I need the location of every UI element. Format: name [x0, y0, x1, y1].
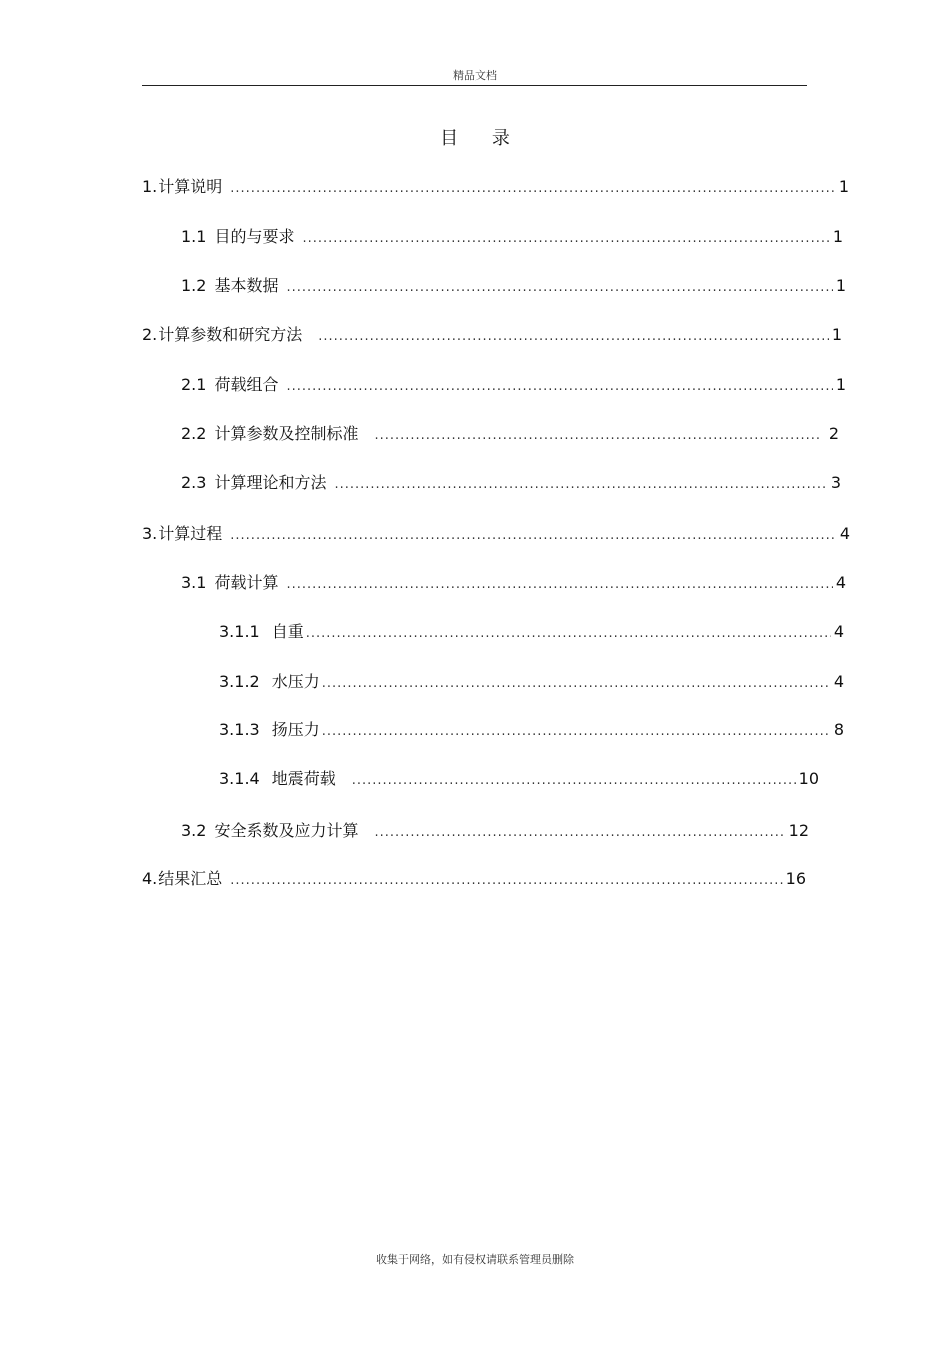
- toc-entry-label: 荷载计算: [214, 573, 279, 592]
- toc-entry-label: 水压力: [271, 672, 320, 691]
- toc-leader-dots: [318, 329, 829, 344]
- toc-entry-page: 3: [830, 473, 841, 492]
- toc-entry-label: 地震荷载: [271, 769, 336, 788]
- toc-entry-label: 目的与要求: [214, 227, 295, 246]
- toc-entry-label: 计算参数及控制标准: [214, 424, 359, 443]
- toc-leader-dots: [286, 379, 832, 394]
- toc-entry-label: 计算理论和方法: [214, 473, 327, 492]
- toc-entry[interactable]: [219, 717, 844, 739]
- toc-entry-number: 2.3: [181, 473, 207, 492]
- toc-entry-number: 3.1.1: [219, 622, 260, 641]
- toc-entry[interactable]: [219, 766, 819, 788]
- toc-entry-number: 2.2: [181, 424, 207, 443]
- toc-entry[interactable]: [181, 470, 841, 492]
- toc-entry-number: 1.: [142, 177, 158, 196]
- toc-entry-page: 8: [833, 720, 844, 739]
- page-footer: 收集于网络，如有侵权请联系管理员删除: [376, 1253, 574, 1266]
- toc-leader-dots: [230, 181, 836, 196]
- toc-entry[interactable]: [219, 619, 844, 641]
- toc-entry-page: 1: [835, 375, 846, 394]
- toc-entry-number: 3.1.3: [219, 720, 260, 739]
- toc-entry-number: 1.2: [181, 276, 207, 295]
- toc-entry[interactable]: [181, 818, 809, 840]
- toc-entry[interactable]: [142, 174, 849, 196]
- toc-entry[interactable]: [181, 372, 846, 394]
- toc-entry-page: 16: [785, 869, 806, 888]
- toc-entry[interactable]: [181, 570, 846, 592]
- toc-entry-label: 计算过程: [158, 524, 223, 543]
- toc-entry-page: 2: [828, 424, 839, 443]
- toc-entry-label: 荷载组合: [214, 375, 279, 394]
- toc-entry-number: 2.: [142, 325, 158, 344]
- toc-entry-label: 基本数据: [214, 276, 279, 295]
- toc-entry-page: 4: [833, 622, 844, 641]
- toc-entry-label: 自重: [271, 622, 304, 641]
- toc-leader-dots: [286, 280, 832, 295]
- toc-entry-page: 4: [835, 573, 846, 592]
- toc-leader-dots: [230, 873, 782, 888]
- toc-entry-number: 3.1.2: [219, 672, 260, 691]
- toc-entry-label: 扬压力: [271, 720, 320, 739]
- toc-entry-number: 4.: [142, 869, 158, 888]
- toc-entry-page: 4: [833, 672, 844, 691]
- toc-entry-page: 1: [838, 177, 849, 196]
- toc-title: 目 录: [440, 128, 524, 149]
- toc-entry[interactable]: [181, 421, 839, 443]
- toc-leader-dots: [352, 773, 796, 788]
- page-header: 精品文档: [453, 69, 497, 82]
- toc-entry-page: 1: [831, 325, 842, 344]
- toc-entry-label: 结果汇总: [158, 869, 223, 888]
- toc-entry-label: 计算说明: [158, 177, 223, 196]
- toc-entry-page: 10: [798, 769, 819, 788]
- toc-leader-dots: [302, 231, 829, 246]
- toc-entry-number: 3.: [142, 524, 158, 543]
- toc-entry[interactable]: [181, 273, 846, 295]
- toc-entry[interactable]: [142, 521, 850, 543]
- toc-entry-page: 12: [788, 821, 809, 840]
- toc-leader-dots: [230, 528, 837, 543]
- toc-entry-number: 2.1: [181, 375, 207, 394]
- toc-leader-dots: [322, 676, 831, 691]
- toc-entry[interactable]: [219, 669, 844, 691]
- toc-leader-dots: [306, 626, 831, 641]
- toc-leader-dots: [374, 825, 785, 840]
- toc-leader-dots: [286, 577, 832, 592]
- toc-leader-dots: [334, 477, 827, 492]
- toc-entry-number: 3.2: [181, 821, 207, 840]
- toc-entry-page: 1: [832, 227, 843, 246]
- toc-entry-page: 1: [835, 276, 846, 295]
- toc-entry[interactable]: [142, 866, 806, 888]
- toc-entry[interactable]: [142, 322, 842, 344]
- toc-entry-number: 3.1.4: [219, 769, 260, 788]
- toc-leader-dots: [322, 724, 831, 739]
- toc-entry[interactable]: [181, 224, 843, 246]
- toc-entry-page: 4: [839, 524, 850, 543]
- toc-entry-number: 3.1: [181, 573, 207, 592]
- toc-entry-label: 计算参数和研究方法: [158, 325, 303, 344]
- toc-entry-label: 安全系数及应力计算: [214, 821, 359, 840]
- toc-leader-dots: [374, 428, 820, 443]
- toc-entry-number: 1.1: [181, 227, 207, 246]
